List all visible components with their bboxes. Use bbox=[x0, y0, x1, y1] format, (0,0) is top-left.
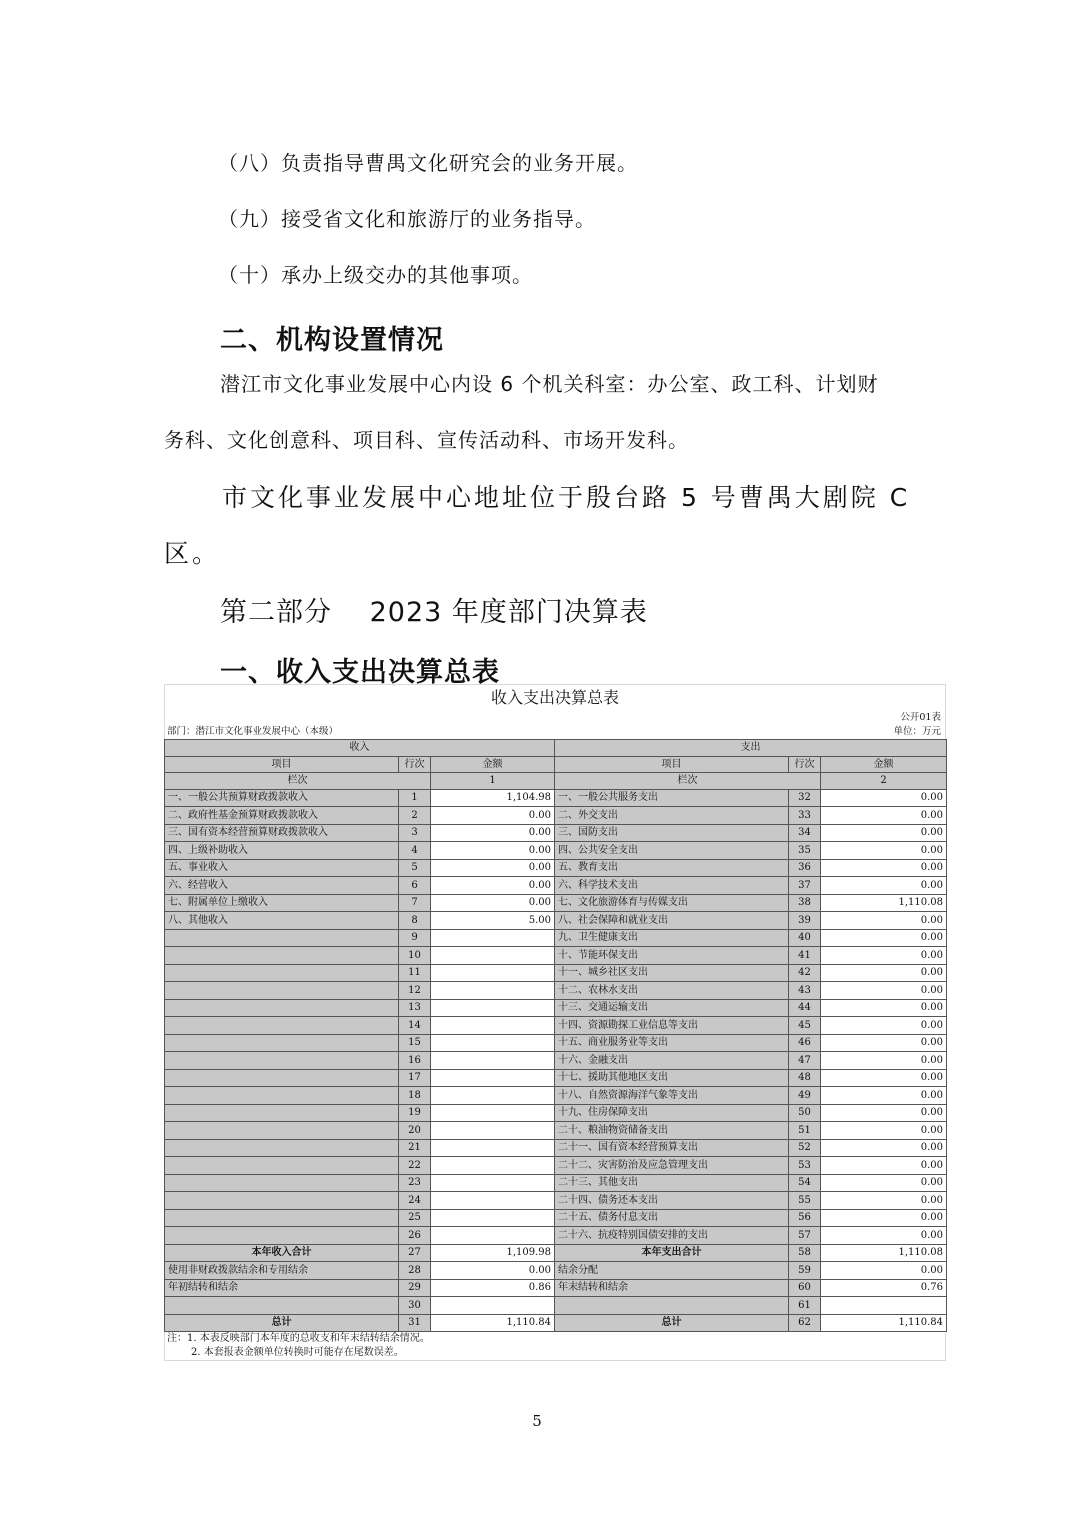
income-line-header: 行次 bbox=[399, 756, 431, 773]
income-amount-cell: 1,104.98 bbox=[431, 789, 555, 807]
expense-line-cell: 49 bbox=[789, 1087, 821, 1105]
expense-amount-cell: 0.00 bbox=[821, 964, 947, 982]
table-row bbox=[165, 1122, 947, 1140]
income-line-cell: 26 bbox=[399, 1227, 431, 1245]
column-index-row bbox=[165, 773, 947, 790]
expense-amount-cell: 0.00 bbox=[821, 1174, 947, 1192]
income-line-cell: 18 bbox=[399, 1087, 431, 1105]
expense-item-cell: 一、一般公共服务支出 bbox=[555, 789, 789, 807]
expense-line-cell: 60 bbox=[789, 1279, 821, 1297]
income-amount-header: 金额 bbox=[431, 756, 555, 773]
income-item-cell bbox=[165, 1297, 399, 1315]
expense-amount-cell: 0.00 bbox=[821, 929, 947, 947]
income-item-cell: 四、上级补助收入 bbox=[165, 842, 399, 860]
income-item-cell bbox=[165, 947, 399, 965]
income-item-cell: 三、国有资本经营预算财政拨款收入 bbox=[165, 824, 399, 842]
expense-header: 支出 bbox=[555, 740, 947, 757]
income-item-cell: 七、附属单位上缴收入 bbox=[165, 894, 399, 912]
expense-item-cell: 二十二、灾害防治及应急管理支出 bbox=[555, 1157, 789, 1175]
table-row bbox=[165, 1104, 947, 1122]
income-item-cell bbox=[165, 1227, 399, 1245]
income-item-cell: 一、一般公共预算财政拨款收入 bbox=[165, 789, 399, 807]
income-amount-cell bbox=[431, 1017, 555, 1035]
table-row bbox=[165, 1139, 947, 1157]
table-row bbox=[165, 824, 947, 842]
expense-item-cell: 结余分配 bbox=[555, 1262, 789, 1280]
expense-line-cell: 53 bbox=[789, 1157, 821, 1175]
expense-amount-cell: 0.00 bbox=[821, 1209, 947, 1227]
expense-amount-cell: 1,110.08 bbox=[821, 1244, 947, 1262]
expense-item-cell: 年末结转和结余 bbox=[555, 1279, 789, 1297]
expense-item-cell: 十四、资源勘探工业信息等支出 bbox=[555, 1017, 789, 1035]
expense-item-cell: 八、社会保障和就业支出 bbox=[555, 912, 789, 930]
subtotal-row bbox=[165, 1244, 947, 1262]
section-header-row bbox=[165, 740, 947, 757]
income-amount-cell: 1,109.98 bbox=[431, 1244, 555, 1262]
income-index-label: 栏次 bbox=[165, 773, 431, 790]
expense-amount-cell: 0.76 bbox=[821, 1279, 947, 1297]
income-line-cell: 10 bbox=[399, 947, 431, 965]
expense-item-cell: 十九、住房保障支出 bbox=[555, 1104, 789, 1122]
unit-label: 单位：万元 bbox=[893, 726, 941, 737]
expense-line-cell: 37 bbox=[789, 877, 821, 895]
income-item-cell bbox=[165, 1122, 399, 1140]
section2-heading: 二、机构设置情况 bbox=[220, 325, 444, 356]
income-amount-cell: 0.00 bbox=[431, 842, 555, 860]
income-item-header: 项目 bbox=[165, 756, 399, 773]
expense-item-cell: 五、教育支出 bbox=[555, 859, 789, 877]
expense-line-cell: 35 bbox=[789, 842, 821, 860]
expense-amount-cell: 0.00 bbox=[821, 859, 947, 877]
expense-line-cell: 38 bbox=[789, 894, 821, 912]
table-row bbox=[165, 789, 947, 807]
table-row bbox=[165, 1052, 947, 1070]
expense-line-cell: 39 bbox=[789, 912, 821, 930]
expense-item-cell: 六、科学技术支出 bbox=[555, 877, 789, 895]
expense-amount-cell: 0.00 bbox=[821, 1087, 947, 1105]
income-amount-cell bbox=[431, 1087, 555, 1105]
expense-amount-header: 金额 bbox=[821, 756, 947, 773]
form-number: 公开01表 bbox=[900, 712, 941, 723]
expense-line-cell: 59 bbox=[789, 1262, 821, 1280]
expense-amount-cell: 1,110.84 bbox=[821, 1314, 947, 1332]
income-item-cell bbox=[165, 1174, 399, 1192]
expense-item-cell: 九、卫生健康支出 bbox=[555, 929, 789, 947]
address-line2: 区。 bbox=[164, 539, 221, 568]
table-row bbox=[165, 1297, 947, 1315]
table1-heading: 一、收入支出决算总表 bbox=[220, 657, 500, 688]
address-line1: 市文化事业发展中心地址位于殷台路 5 号曹禺大剧院 C bbox=[222, 483, 911, 512]
expense-amount-cell: 0.00 bbox=[821, 1157, 947, 1175]
income-amount-cell bbox=[431, 1122, 555, 1140]
income-amount-cell: 5.00 bbox=[431, 912, 555, 930]
expense-line-cell: 62 bbox=[789, 1314, 821, 1332]
table-row bbox=[165, 1279, 947, 1297]
expense-line-cell: 32 bbox=[789, 789, 821, 807]
table-row bbox=[165, 1192, 947, 1210]
form-number-row bbox=[164, 711, 946, 725]
expense-amount-cell: 0.00 bbox=[821, 1104, 947, 1122]
table-row bbox=[165, 964, 947, 982]
org-paragraph-line2: 务科、文化创意科、项目科、宣传活动科、市场开发科。 bbox=[164, 428, 689, 452]
expense-item-cell: 十、节能环保支出 bbox=[555, 947, 789, 965]
expense-item-cell: 十三、交通运输支出 bbox=[555, 999, 789, 1017]
income-amount-cell bbox=[431, 929, 555, 947]
expense-item-cell: 总计 bbox=[555, 1314, 789, 1332]
expense-line-cell: 58 bbox=[789, 1244, 821, 1262]
expense-amount-cell: 1,110.08 bbox=[821, 894, 947, 912]
expense-line-cell: 34 bbox=[789, 824, 821, 842]
income-amount-cell bbox=[431, 1157, 555, 1175]
income-header: 收入 bbox=[165, 740, 555, 757]
expense-item-cell: 二十一、国有资本经营预算支出 bbox=[555, 1139, 789, 1157]
income-line-cell: 31 bbox=[399, 1314, 431, 1332]
income-line-cell: 16 bbox=[399, 1052, 431, 1070]
expense-line-cell: 40 bbox=[789, 929, 821, 947]
expense-item-cell: 十八、自然资源海洋气象等支出 bbox=[555, 1087, 789, 1105]
expense-amount-cell: 0.00 bbox=[821, 1017, 947, 1035]
expense-amount-cell: 0.00 bbox=[821, 999, 947, 1017]
income-line-cell: 3 bbox=[399, 824, 431, 842]
paragraph-item9: （九）接受省文化和旅游厅的业务指导。 bbox=[218, 207, 596, 231]
expense-item-cell: 二、外交支出 bbox=[555, 807, 789, 825]
column-header-row bbox=[165, 756, 947, 773]
expense-amount-cell: 0.00 bbox=[821, 1052, 947, 1070]
org-paragraph-line1: 潜江市文化事业发展中心内设 6 个机关科室：办公室、政工科、计划财 bbox=[220, 372, 879, 396]
expense-amount-cell: 0.00 bbox=[821, 1192, 947, 1210]
income-item-cell: 年初结转和结余 bbox=[165, 1279, 399, 1297]
table-row bbox=[165, 982, 947, 1000]
income-line-cell: 1 bbox=[399, 789, 431, 807]
expense-line-cell: 33 bbox=[789, 807, 821, 825]
income-line-cell: 22 bbox=[399, 1157, 431, 1175]
income-amount-cell: 0.86 bbox=[431, 1279, 555, 1297]
income-expense-table bbox=[164, 684, 946, 1361]
table-row bbox=[165, 1157, 947, 1175]
expense-line-header: 行次 bbox=[789, 756, 821, 773]
expense-line-cell: 42 bbox=[789, 964, 821, 982]
expense-line-cell: 56 bbox=[789, 1209, 821, 1227]
expense-amount-cell: 0.00 bbox=[821, 982, 947, 1000]
paragraph-item8: （八）负责指导曹禺文化研究会的业务开展。 bbox=[218, 151, 638, 175]
income-line-cell: 7 bbox=[399, 894, 431, 912]
income-amount-cell bbox=[431, 1069, 555, 1087]
income-item-cell bbox=[165, 1139, 399, 1157]
income-line-cell: 5 bbox=[399, 859, 431, 877]
table-row bbox=[165, 1174, 947, 1192]
expense-amount-cell: 0.00 bbox=[821, 1069, 947, 1087]
expense-line-cell: 41 bbox=[789, 947, 821, 965]
income-line-cell: 25 bbox=[399, 1209, 431, 1227]
expense-line-cell: 36 bbox=[789, 859, 821, 877]
expense-item-cell: 二十六、抗疫特别国债安排的支出 bbox=[555, 1227, 789, 1245]
income-line-cell: 27 bbox=[399, 1244, 431, 1262]
expense-line-cell: 44 bbox=[789, 999, 821, 1017]
expense-index-label: 栏次 bbox=[555, 773, 821, 790]
expense-line-cell: 55 bbox=[789, 1192, 821, 1210]
income-line-cell: 11 bbox=[399, 964, 431, 982]
expense-item-cell: 二十三、其他支出 bbox=[555, 1174, 789, 1192]
table-row bbox=[165, 842, 947, 860]
income-line-cell: 21 bbox=[399, 1139, 431, 1157]
expense-line-cell: 57 bbox=[789, 1227, 821, 1245]
expense-item-cell: 十一、城乡社区支出 bbox=[555, 964, 789, 982]
income-amount-cell: 0.00 bbox=[431, 1262, 555, 1280]
expense-amount-cell: 0.00 bbox=[821, 842, 947, 860]
income-line-cell: 6 bbox=[399, 877, 431, 895]
part2-heading: 第二部分 2023 年度部门决算表 bbox=[220, 597, 648, 628]
income-amount-cell bbox=[431, 999, 555, 1017]
income-amount-cell: 1,110.84 bbox=[431, 1314, 555, 1332]
income-item-cell bbox=[165, 982, 399, 1000]
income-line-cell: 30 bbox=[399, 1297, 431, 1315]
income-line-cell: 29 bbox=[399, 1279, 431, 1297]
income-amount-cell bbox=[431, 1174, 555, 1192]
expense-item-cell: 二十、粮油物资储备支出 bbox=[555, 1122, 789, 1140]
income-line-cell: 20 bbox=[399, 1122, 431, 1140]
income-amount-cell: 0.00 bbox=[431, 877, 555, 895]
income-item-cell bbox=[165, 1017, 399, 1035]
expense-line-cell: 54 bbox=[789, 1174, 821, 1192]
expense-amount-cell: 0.00 bbox=[821, 877, 947, 895]
income-column-number: 1 bbox=[431, 773, 555, 790]
income-amount-cell bbox=[431, 1104, 555, 1122]
table-row bbox=[165, 929, 947, 947]
table-row bbox=[165, 1087, 947, 1105]
expense-line-cell: 52 bbox=[789, 1139, 821, 1157]
income-amount-cell bbox=[431, 1052, 555, 1070]
paragraph-item10: （十）承办上级交办的其他事项。 bbox=[218, 263, 533, 287]
income-line-cell: 24 bbox=[399, 1192, 431, 1210]
table-row bbox=[165, 1034, 947, 1052]
income-amount-cell: 0.00 bbox=[431, 859, 555, 877]
income-line-cell: 9 bbox=[399, 929, 431, 947]
income-item-cell bbox=[165, 1209, 399, 1227]
income-amount-cell: 0.00 bbox=[431, 894, 555, 912]
expense-line-cell: 48 bbox=[789, 1069, 821, 1087]
expense-amount-cell: 0.00 bbox=[821, 912, 947, 930]
expense-amount-cell: 0.00 bbox=[821, 1139, 947, 1157]
expense-amount-cell: 0.00 bbox=[821, 1034, 947, 1052]
expense-line-cell: 47 bbox=[789, 1052, 821, 1070]
income-amount-cell bbox=[431, 1192, 555, 1210]
table-row bbox=[165, 999, 947, 1017]
income-amount-cell: 0.00 bbox=[431, 807, 555, 825]
expense-amount-cell: 0.00 bbox=[821, 824, 947, 842]
expense-line-cell: 46 bbox=[789, 1034, 821, 1052]
income-line-cell: 17 bbox=[399, 1069, 431, 1087]
income-item-cell bbox=[165, 1192, 399, 1210]
expense-column-number: 2 bbox=[821, 773, 947, 790]
expense-amount-cell: 0.00 bbox=[821, 789, 947, 807]
income-amount-cell bbox=[431, 1034, 555, 1052]
expense-amount-cell bbox=[821, 1297, 947, 1315]
expense-item-cell: 二十五、债务付息支出 bbox=[555, 1209, 789, 1227]
table-row bbox=[165, 1017, 947, 1035]
table-row bbox=[165, 894, 947, 912]
table-row bbox=[165, 1262, 947, 1280]
expense-amount-cell: 0.00 bbox=[821, 807, 947, 825]
expense-item-cell: 本年支出合计 bbox=[555, 1244, 789, 1262]
income-item-cell: 总计 bbox=[165, 1314, 399, 1332]
income-item-cell: 六、经营收入 bbox=[165, 877, 399, 895]
table-row bbox=[165, 1209, 947, 1227]
expense-item-cell: 七、文化旅游体育与传媒支出 bbox=[555, 894, 789, 912]
total-row bbox=[165, 1314, 947, 1332]
expense-amount-cell: 0.00 bbox=[821, 947, 947, 965]
income-line-cell: 14 bbox=[399, 1017, 431, 1035]
income-line-cell: 2 bbox=[399, 807, 431, 825]
income-item-cell bbox=[165, 964, 399, 982]
financial-table bbox=[164, 739, 947, 1332]
income-item-cell bbox=[165, 1069, 399, 1087]
income-item-cell: 二、政府性基金预算财政拨款收入 bbox=[165, 807, 399, 825]
income-line-cell: 13 bbox=[399, 999, 431, 1017]
department-label: 部门：潜江市文化事业发展中心（本级） bbox=[167, 726, 339, 737]
expense-line-cell: 43 bbox=[789, 982, 821, 1000]
income-item-cell: 五、事业收入 bbox=[165, 859, 399, 877]
expense-item-cell: 十六、金融支出 bbox=[555, 1052, 789, 1070]
table-row bbox=[165, 1069, 947, 1087]
income-item-cell bbox=[165, 1157, 399, 1175]
page-number: 5 bbox=[532, 1412, 542, 1430]
income-amount-cell bbox=[431, 1139, 555, 1157]
table-row bbox=[165, 859, 947, 877]
income-item-cell: 八、其他收入 bbox=[165, 912, 399, 930]
table-row bbox=[165, 947, 947, 965]
expense-item-cell: 十七、援助其他地区支出 bbox=[555, 1069, 789, 1087]
expense-amount-cell: 0.00 bbox=[821, 1227, 947, 1245]
expense-item-cell: 十五、商业服务业等支出 bbox=[555, 1034, 789, 1052]
expense-amount-cell: 0.00 bbox=[821, 1122, 947, 1140]
income-item-cell: 本年收入合计 bbox=[165, 1244, 399, 1262]
expense-amount-cell: 0.00 bbox=[821, 1262, 947, 1280]
income-item-cell bbox=[165, 1104, 399, 1122]
income-item-cell bbox=[165, 999, 399, 1017]
expense-line-cell: 50 bbox=[789, 1104, 821, 1122]
income-line-cell: 4 bbox=[399, 842, 431, 860]
note-1: 注：1. 本表反映部门本年度的总收支和年末结转结余情况。 bbox=[164, 1332, 946, 1346]
income-amount-cell bbox=[431, 964, 555, 982]
income-line-cell: 8 bbox=[399, 912, 431, 930]
income-amount-cell bbox=[431, 982, 555, 1000]
income-item-cell: 使用非财政拨款结余和专用结余 bbox=[165, 1262, 399, 1280]
income-amount-cell bbox=[431, 1297, 555, 1315]
table-row bbox=[165, 912, 947, 930]
expense-line-cell: 51 bbox=[789, 1122, 821, 1140]
department-row bbox=[164, 725, 946, 739]
expense-item-cell: 三、国防支出 bbox=[555, 824, 789, 842]
expense-item-cell: 二十四、债务还本支出 bbox=[555, 1192, 789, 1210]
income-amount-cell bbox=[431, 1209, 555, 1227]
income-line-cell: 19 bbox=[399, 1104, 431, 1122]
income-line-cell: 15 bbox=[399, 1034, 431, 1052]
income-item-cell bbox=[165, 929, 399, 947]
note-2: 2. 本套报表金额单位转换时可能存在尾数误差。 bbox=[164, 1346, 946, 1361]
income-amount-cell bbox=[431, 947, 555, 965]
income-item-cell bbox=[165, 1087, 399, 1105]
income-line-cell: 12 bbox=[399, 982, 431, 1000]
table-row bbox=[165, 1227, 947, 1245]
income-item-cell bbox=[165, 1052, 399, 1070]
income-line-cell: 28 bbox=[399, 1262, 431, 1280]
expense-item-cell: 十二、农林水支出 bbox=[555, 982, 789, 1000]
income-amount-cell bbox=[431, 1227, 555, 1245]
table-row bbox=[165, 877, 947, 895]
expense-item-header: 项目 bbox=[555, 756, 789, 773]
expense-line-cell: 61 bbox=[789, 1297, 821, 1315]
expense-item-cell bbox=[555, 1297, 789, 1315]
expense-line-cell: 45 bbox=[789, 1017, 821, 1035]
table-title: 收入支出决算总表 bbox=[164, 684, 946, 711]
income-amount-cell: 0.00 bbox=[431, 824, 555, 842]
expense-item-cell: 四、公共安全支出 bbox=[555, 842, 789, 860]
table-row bbox=[165, 807, 947, 825]
income-line-cell: 23 bbox=[399, 1174, 431, 1192]
income-item-cell bbox=[165, 1034, 399, 1052]
